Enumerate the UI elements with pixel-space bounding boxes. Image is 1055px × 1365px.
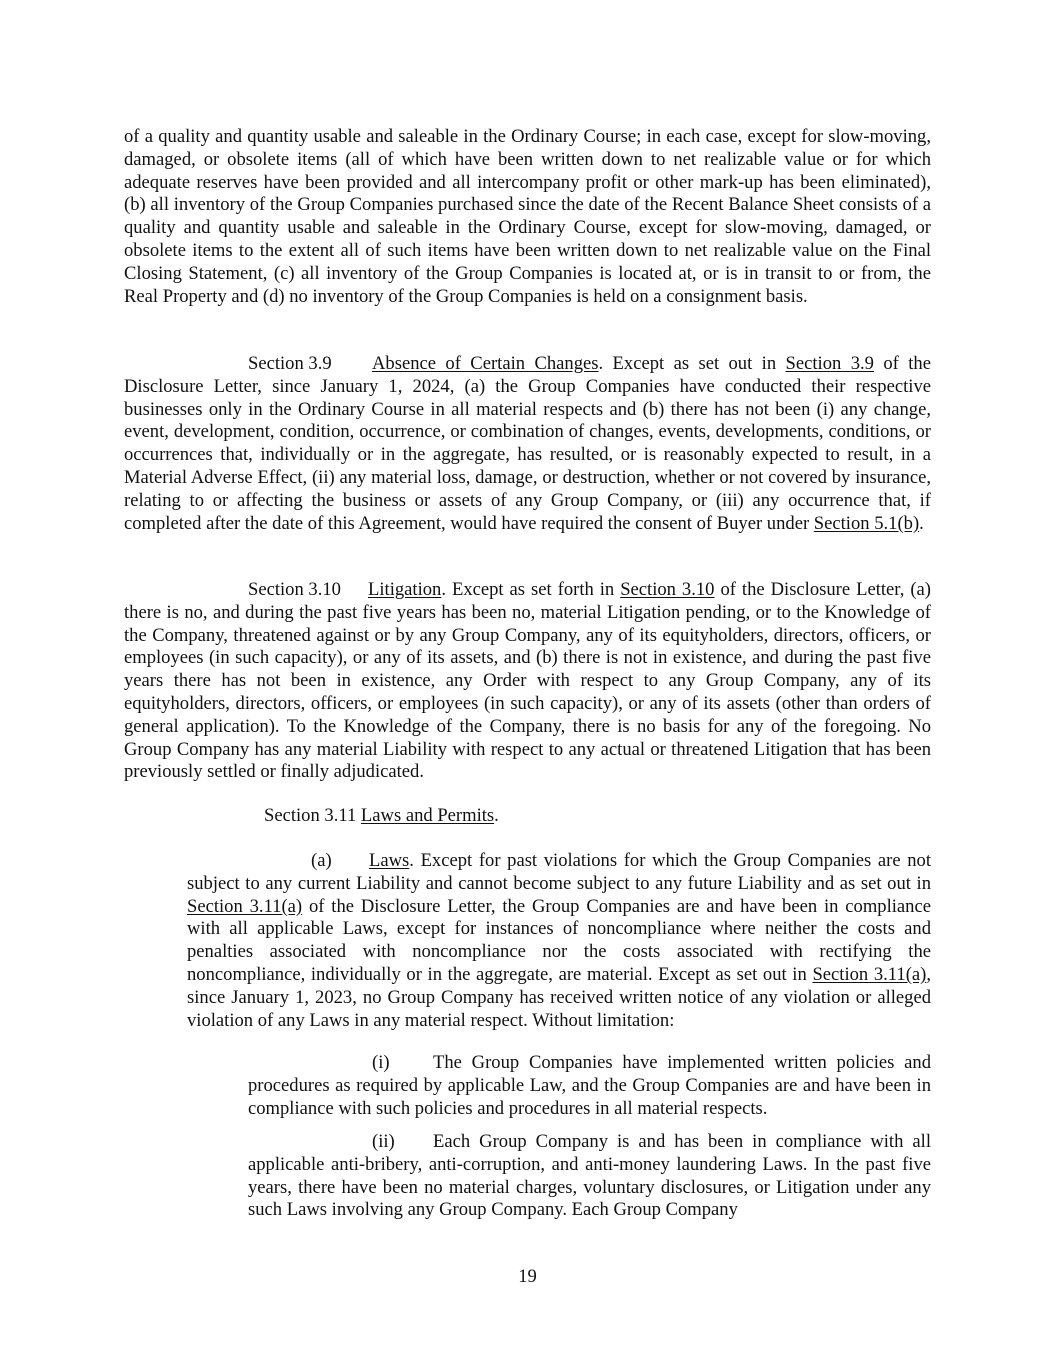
- cross-reference: Section 3.11(a): [187, 895, 303, 917]
- subsection-number: (a): [311, 850, 332, 871]
- cross-reference: Section 3.11(a): [812, 963, 927, 985]
- clause-text: The Group Companies have implemented written policies and procedures as required by applicable Law, and the Group Companies are and have been in compliance with such policies and procedures in all material respects.: [248, 1052, 931, 1119]
- section-3-10-paragraph: Section 3.10 Litigation. Except as set forth in Section 3.10 of the Disclosure Letter, (a) there is no, and during the past five years has been no, material Litigation pending, or to the Knowledge of the Company, threatened against or by any Group Company, any of its equityholders, directors, officers, or employees (in such capacity), or any of its assets, and (b) there is not in existence, and during the past five years there has not been in existence, any Order with respect to any Group Company, any of its equityholders, directors, officers, or employees (in such capacity), or any of its assets (other than orders of general application). To the Knowledge of the Company, there is no basis for any of the foregoing. No Group Company has any material Liability with respect to any actual or threatened Litigation that has been previously settled or finally adjudicated.: [124, 579, 931, 783]
- cross-reference: Section 3.10: [620, 579, 715, 600]
- section-number: Section 3.10: [248, 579, 341, 600]
- clause-number: (ii): [372, 1131, 395, 1152]
- cross-reference: Section 5.1(b): [813, 512, 920, 534]
- clause-i-paragraph: [248, 1052, 931, 1120]
- clause-number: (i): [372, 1052, 390, 1073]
- section-3-9-paragraph: Section 3.9 Absence of Certain Changes. Except as set out in Section 3.9 of the Disclosure Letter, since January 1, 2024, (a) the Group Companies have conducted their respective businesses only in the Ordinary Course in all material respects and (b) there has not been (i) any change, event, development, condition, occurrence, or combination of changes, events, developments, conditions, or occurrences that, individually or in the aggregate, has resulted, or is reasonably expected to result, in a Material Adverse Effect, (ii) any material loss, damage, or destruction, whether or not covered by insurance, relating to or affecting the business or assets of any Group Company, or (iii) any occurrence that, if completed after the date of this Agreement, would have required the consent of Buyer under Section 5.1(b).: [124, 353, 931, 534]
- section-number: Section 3.9: [248, 353, 332, 374]
- inventory-paragraph-continuation: of a quality and quantity usable and saleable in the Ordinary Course; in each case, except for slow-moving, damaged, or obsolete items (all of which have been written down to net realizable value or for which adequate reserves have been provided and all intercompany profit or other mark-up has been eliminated), (b) all inventory of the Group Companies purchased since the date of the Recent Balance Sheet consists of a quality and quantity usable and saleable in the Ordinary Course, except for slow-moving, damaged, or obsolete items to the extent all of such items have been written down to net realizable value on the Final Closing Statement, (c) all inventory of the Group Companies is located at, or is in transit to or from, the Real Property and (d) no inventory of the Group Companies is held on a consignment basis.: [124, 126, 931, 307]
- subsection-heading: Laws: [369, 850, 410, 871]
- section-number: Section 3.11: [264, 805, 361, 826]
- section-heading: Litigation: [368, 579, 442, 600]
- clause-text: Each Group Company is and has been in compliance with all applicable anti-bribery, anti-corruption, and anti-money laundering Laws. In the past five years, there have been no material charges, voluntary disclosures, or Litigation under any such Laws involving any Group Company. Each Group Company: [248, 1131, 931, 1221]
- section-heading: Absence of Certain Changes: [372, 353, 599, 374]
- page-number: 19: [518, 1266, 537, 1287]
- section-heading: Laws and Permits: [360, 805, 495, 826]
- section-3-11-heading: Section 3.11 Laws and Permits.: [264, 805, 499, 826]
- clause-ii-paragraph: [248, 1131, 931, 1222]
- cross-reference: Section 3.9: [785, 353, 874, 374]
- section-3-11-a-paragraph: (a) Laws. Except for past violations for which the Group Companies are not subject to any current Liability and cannot become subject to any future Liability and as set out in Section 3.11(a) of the Disclosure Letter, the Group Companies are and have been in compliance with all applicable Laws, except for instances of noncompliance where neither the costs and penalties associated with noncompliance nor the costs associated with rectifying the noncompliance, individually or in the aggregate, are material. Except as set out in Section 3.11(a), since January 1, 2023, no Group Company has received written notice of any violation or alleged violation of any Laws in any material respect. Without limitation:: [187, 850, 932, 1031]
